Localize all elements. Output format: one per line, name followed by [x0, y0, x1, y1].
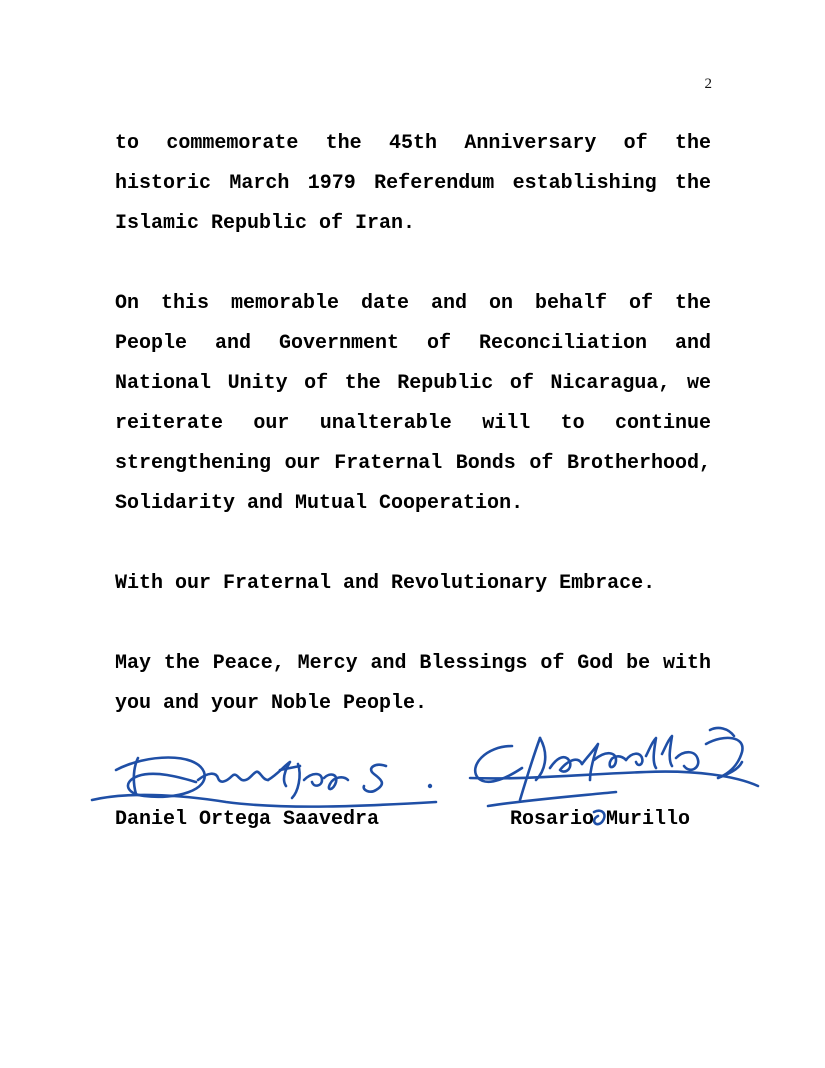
paragraph-blessings: May the Peace, Mercy and Blessings of God be with you and your Noble People.: [115, 652, 711, 715]
signatory-name-2: Rosario Murillo: [510, 808, 691, 831]
paragraph-reiteration: On this memorable date and on behalf of the People and Government of Reconciliation and National Unity of the Republic of Nicaragua, we reiterate our unalterable will to continue strengthening our Fraternal Bonds of Brotherhood, Solidarity and Mutual Cooperation.: [115, 292, 711, 515]
paragraph-embrace: With our Fraternal and Revolutionary Embrace.: [115, 572, 656, 595]
page-number: 2: [704, 76, 712, 92]
signatory-name-1: Daniel Ortega Saavedra: [115, 808, 380, 831]
signature-daniel-ortega: [86, 736, 446, 816]
paragraph-anniversary: to commemorate the 45th Anniversary of the historic March 1979 Referendum establishing the Islamic Republic of Iran.: [115, 132, 711, 235]
